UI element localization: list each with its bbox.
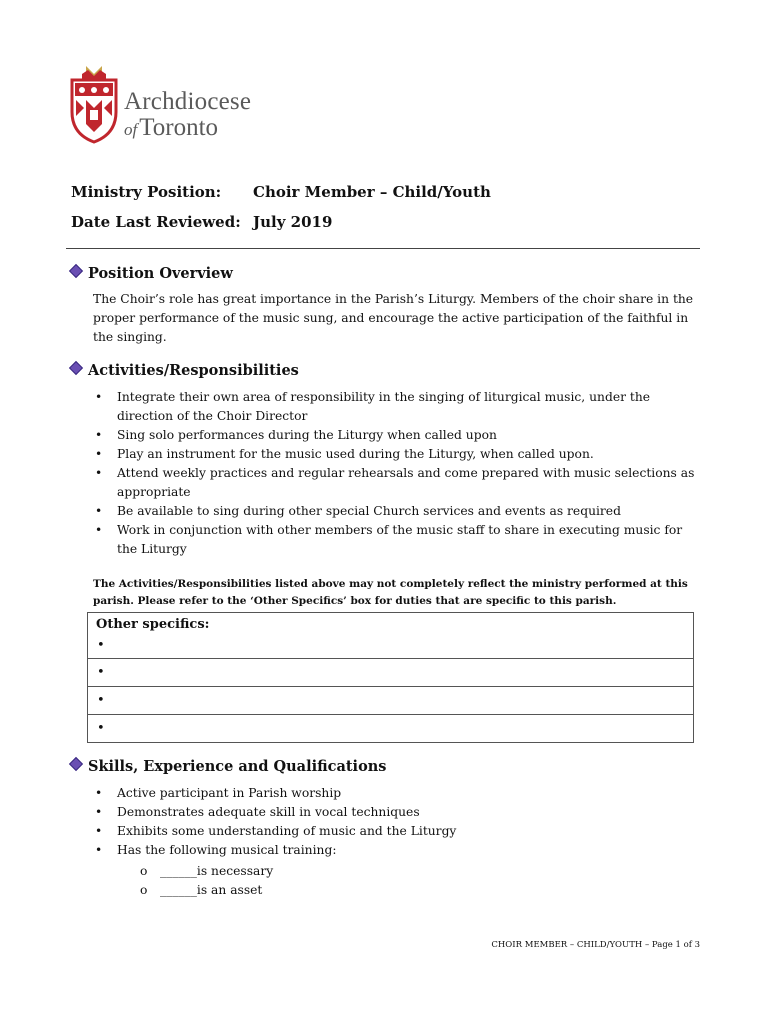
position-overview-text: The Choir’s role has great importance in the Parish’s Liturgy. Members of the choir share in the proper performance of the music sung, and encourage the active participation of the faithful in the singing. [93,292,694,344]
list-item: • Work in conjunction with other members of the music staff to share in executing music for the Liturgy [93,521,698,559]
list-item: • Active participant in Parish worship [93,784,698,803]
list-item: • Play an instrument for the music used during the Liturgy, when called upon. [93,445,698,464]
list-item: • Attend weekly practices and regular rehearsals and come prepared with music selections as appropriate [93,464,698,502]
skills-title: Skills, Experience and Qualifications [88,758,387,775]
page-footer: CHOIR MEMBER – CHILD/YOUTH – Page 1 of 3 [491,940,700,950]
ministry-position-value: Choir Member – Child/Youth [253,183,491,201]
date-reviewed-label: Date Last Reviewed: [71,213,241,231]
list-item: • Sing solo performances during the Liturgy when called upon [93,426,698,445]
skills-list [93,784,698,860]
list-item: o ______is necessary [140,862,273,881]
other-specifics-bullet: • [97,665,105,680]
position-overview-heading [71,265,233,282]
logo-of-text: of [124,120,138,139]
other-specifics-row [88,714,693,742]
logo-archdiocese-text: Archdiocese [124,88,252,115]
list-item: • Integrate their own area of responsibility in the singing of liturgical music, under the direction of the Choir Director [93,388,698,426]
other-specifics-bullet: • [97,721,105,736]
training-sublist [140,862,273,900]
date-reviewed-value: July 2019 [253,213,333,231]
skills-heading [71,758,386,775]
activities-list [93,388,698,559]
diamond-bullet-icon [69,757,83,771]
other-specifics-row [88,686,693,714]
activities-heading [71,362,299,379]
diamond-bullet-icon [69,264,83,278]
diamond-bullet-icon [69,361,83,375]
list-item: • Demonstrates adequate skill in vocal techniques [93,803,698,822]
logo-toronto-text [124,114,218,142]
other-specifics-row [88,658,693,686]
activities-title: Activities/Responsibilities [88,362,299,379]
list-item: • Be available to sing during other special Church services and events as required [93,502,698,521]
list-item: • Has the following musical training: [93,841,698,860]
list-item: • Exhibits some understanding of music and the Liturgy [93,822,698,841]
other-specifics-box [87,612,694,743]
other-specifics-bullet: • [97,693,105,708]
header-divider [66,248,700,249]
list-item: o ______is an asset [140,881,273,900]
other-specifics-title: Other specifics: [96,617,210,632]
other-specifics-bullet: • [97,638,105,653]
logo-city-text: Toronto [139,114,219,141]
activities-note: The Activities/Responsibilities listed above may not completely reflect the ministry performed at this parish. Please refer to the ‘Other Specifics’ box for duties that are specific to this parish. [93,578,688,607]
position-overview-title: Position Overview [88,265,233,282]
other-specifics-header-cell [88,613,693,658]
ministry-position-label: Ministry Position: [71,183,222,201]
